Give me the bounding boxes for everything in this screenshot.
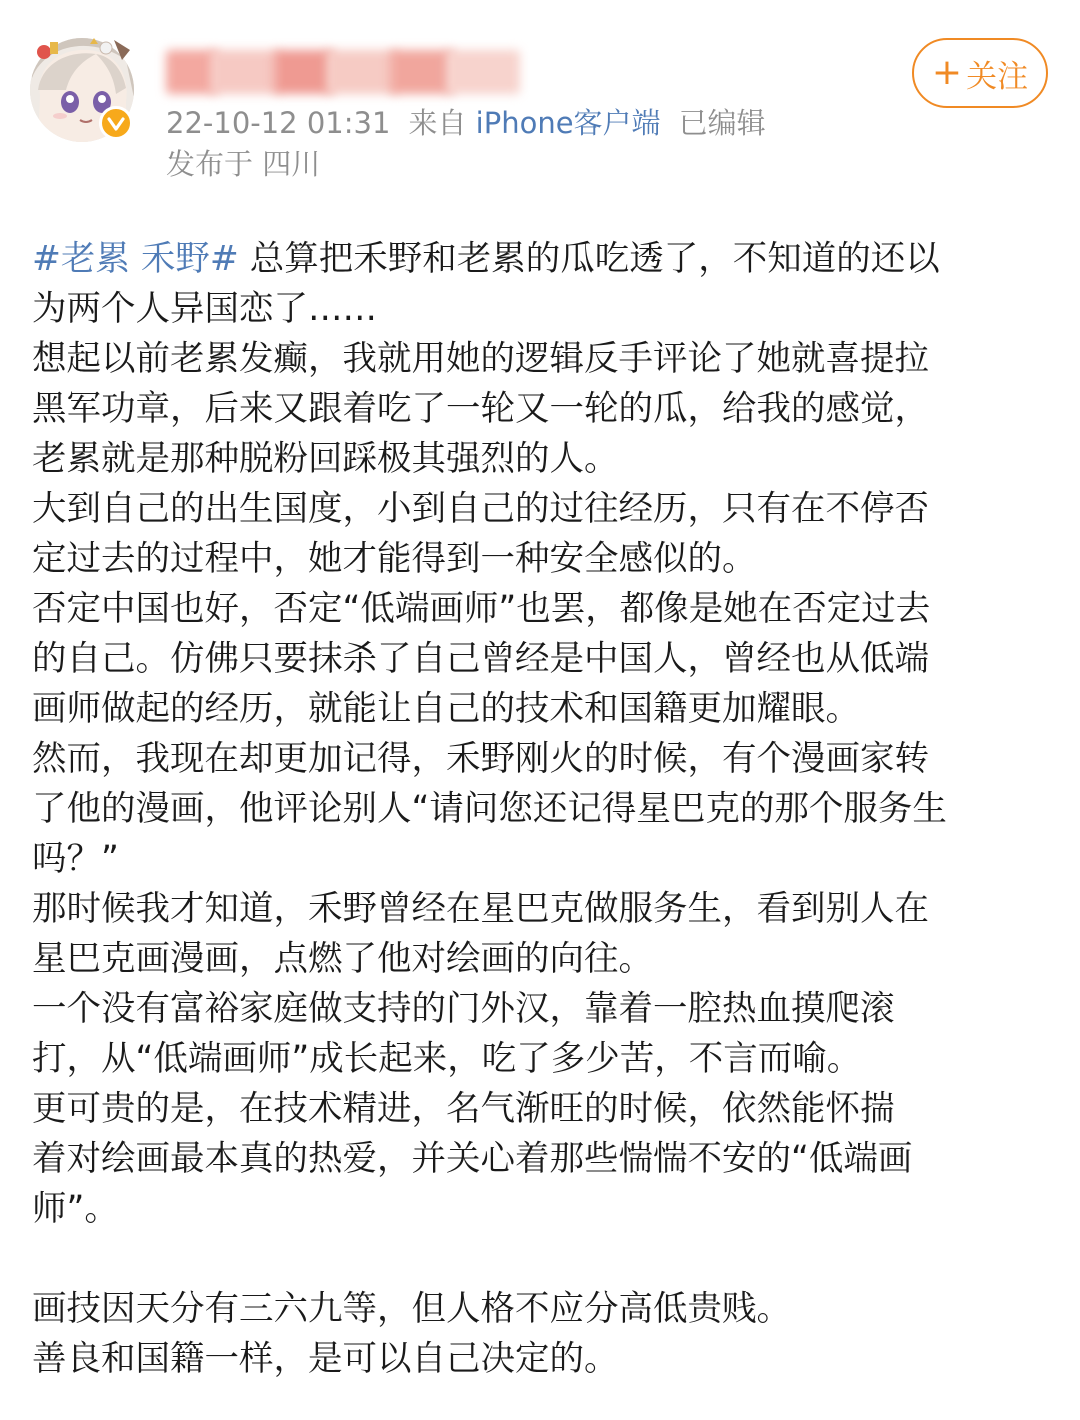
source-prefix: 来自 bbox=[408, 106, 467, 140]
timestamp: 22-10-12 01:31 bbox=[166, 106, 391, 140]
location: 发布于 四川 bbox=[166, 147, 321, 181]
post-line: 了他的漫画，他评论别人“请问您还记得星巴克的那个服务生 bbox=[32, 789, 947, 829]
follow-label: 关注 bbox=[966, 58, 1029, 95]
post-line: 的自己。仿佛只要抹杀了自己曾经是中国人，曾经也从低端 bbox=[32, 639, 929, 679]
post-line: 那时候我才知道，禾野曾经在星巴克做服务生，看到别人在 bbox=[32, 889, 929, 929]
post-line: 画师做起的经历，就能让自己的技术和国籍更加耀眼。 bbox=[32, 689, 860, 729]
post-text: 总算把禾野和老累的瓜吃透了，不知道的还以 bbox=[249, 239, 940, 279]
hashtag-link[interactable]: #老累 禾野# bbox=[32, 239, 239, 279]
verified-badge-icon bbox=[99, 106, 133, 140]
post-line: 善良和国籍一样，是可以自己决定的。 bbox=[32, 1339, 619, 1379]
post-line bbox=[32, 234, 1052, 284]
edited-label[interactable]: 已编辑 bbox=[678, 106, 766, 140]
post-line: 大到自己的出生国度，小到自己的过往经历，只有在不停否 bbox=[32, 489, 929, 529]
source-app-link[interactable]: iPhone客户端 bbox=[475, 106, 661, 140]
post-line: 师”。 bbox=[32, 1189, 119, 1229]
post-line: 想起以前老累发癫，我就用她的逻辑反手评论了她就喜提拉 bbox=[32, 339, 929, 379]
plus-icon: + bbox=[931, 52, 963, 93]
follow-button[interactable] bbox=[912, 38, 1048, 108]
post-line: 更可贵的是，在技术精进，名气渐旺的时候，依然能怀揣 bbox=[32, 1089, 895, 1129]
post-line: 老累就是那种脱粉回踩极其强烈的人。 bbox=[32, 439, 619, 479]
post-line: 黑军功章，后来又跟着吃了一轮又一轮的瓜，给我的感觉， bbox=[32, 389, 929, 429]
post-line: 然而，我现在却更加记得，禾野刚火的时候，有个漫画家转 bbox=[32, 739, 929, 779]
post-line: 吗？” bbox=[32, 839, 119, 879]
post-header bbox=[0, 0, 1080, 200]
post-line: 打，从“低端画师”成长起来，吃了多少苦，不言而喻。 bbox=[32, 1039, 862, 1079]
blank-line bbox=[32, 1234, 1052, 1284]
post-line: 一个没有富裕家庭做支持的门外汉，靠着一腔热血摸爬滚 bbox=[32, 989, 895, 1029]
post-line: 星巴克画漫画，点燃了他对绘画的向往。 bbox=[32, 939, 653, 979]
post-body bbox=[32, 234, 1052, 1384]
post-line: 画技因天分有三六九等，但人格不应分高低贵贱。 bbox=[32, 1289, 791, 1329]
post-line: 为两个人异国恋了…… bbox=[32, 289, 377, 329]
post-meta bbox=[166, 102, 766, 144]
username-redacted[interactable] bbox=[166, 50, 526, 94]
post-line: 否定中国也好，否定“低端画师”也罢，都像是她在否定过去 bbox=[32, 589, 931, 629]
post-line: 着对绘画最本真的热爱，并关心着那些惴惴不安的“低端画 bbox=[32, 1139, 913, 1179]
post-line: 定过去的过程中，她才能得到一种安全感似的。 bbox=[32, 539, 757, 579]
